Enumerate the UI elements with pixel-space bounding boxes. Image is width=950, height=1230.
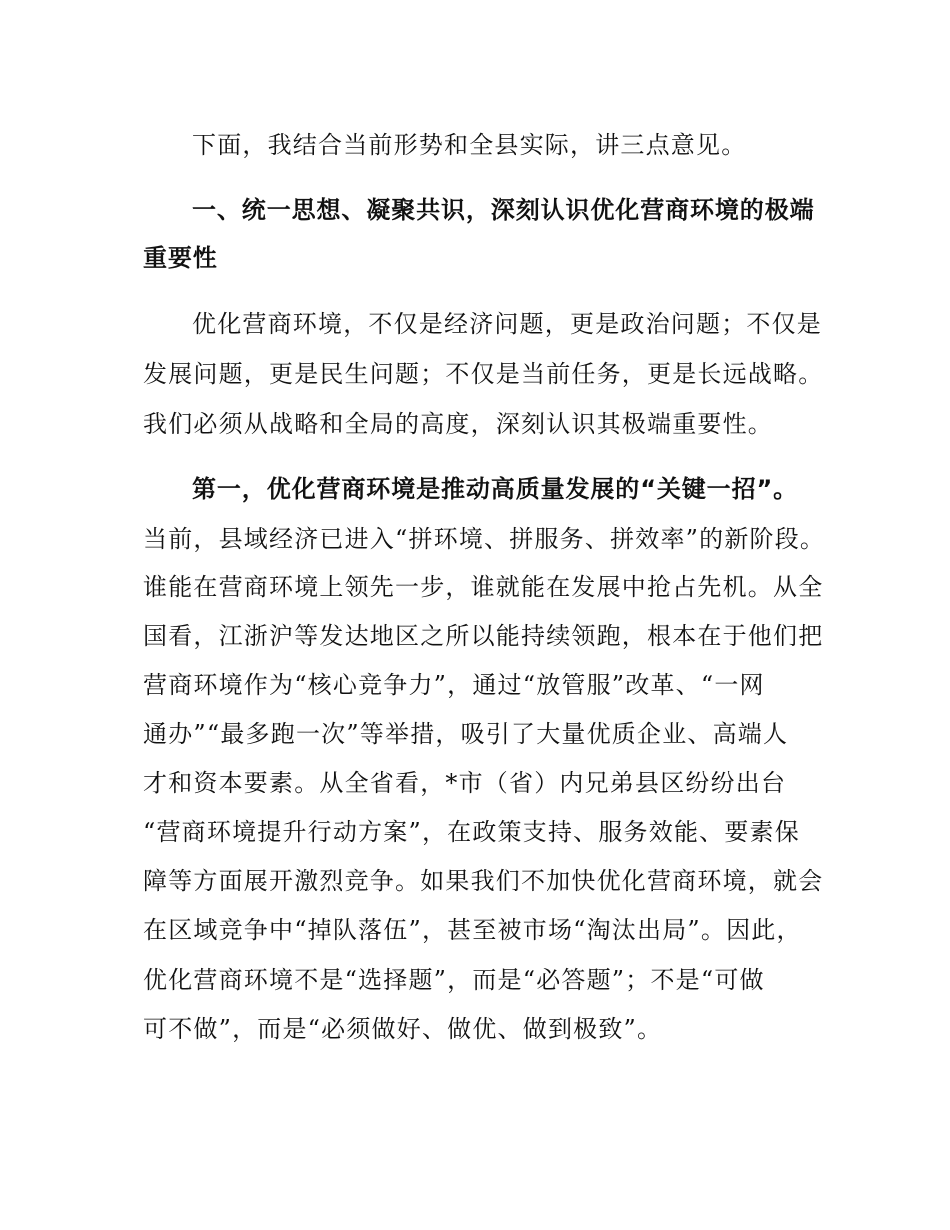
paragraph-line: 在区域竞争中“掉队落伍”，甚至被市场“淘汰出局”。因此，	[143, 916, 802, 944]
section-heading-line-2: 重要性	[143, 244, 218, 272]
paragraph-line: “营商环境提升行动方案”，在政策支持、服务效能、要素保	[143, 818, 800, 846]
paragraph-line: 当前，县域经济已进入“拼环境、拼服务、拼效率”的新阶段。	[143, 525, 826, 553]
paragraph-line: 我们必须从战略和全局的高度，深刻认识其极端重要性。	[143, 410, 773, 438]
paragraph-line: 国看，江浙沪等发达地区之所以能持续领跑，根本在于他们把	[143, 622, 824, 650]
paragraph-line: 营商环境作为“核心竞争力”，通过“放管服”改革、“一网	[143, 671, 765, 699]
paragraph-line: 发展问题，更是民生问题；不仅是当前任务，更是长远战略。	[143, 360, 824, 388]
intro-paragraph: 下面，我结合当前形势和全县实际，讲三点意见。	[192, 131, 747, 159]
paragraph-line: 谁能在营商环境上领先一步，谁就能在发展中抢占先机。从全	[143, 573, 824, 601]
section-heading-line-1: 一、统一思想、凝聚共识，深刻认识优化营商环境的极端	[192, 196, 815, 224]
paragraph-line: 障等方面展开激烈竞争。如果我们不加快优化营商环境，就会	[143, 867, 824, 895]
paragraph-line: 优化营商环境，不仅是经济问题，更是政治问题；不仅是	[192, 310, 822, 338]
paragraph-line: 通办”“最多跑一次”等举措，吸引了大量优质企业、高端人	[143, 720, 789, 748]
paragraph-line: 才和资本要素。从全省看，*市（省）内兄弟县区纷纷出台	[143, 769, 787, 797]
subheading-first-point: 第一，优化营商环境是推动高质量发展的“关键一招”。	[192, 475, 799, 503]
paragraph-line: 优化营商环境不是“选择题”，而是“必答题”；不是“可做	[143, 966, 765, 994]
paragraph-line: 可不做”，而是“必须做好、做优、做到极致”。	[143, 1015, 663, 1043]
